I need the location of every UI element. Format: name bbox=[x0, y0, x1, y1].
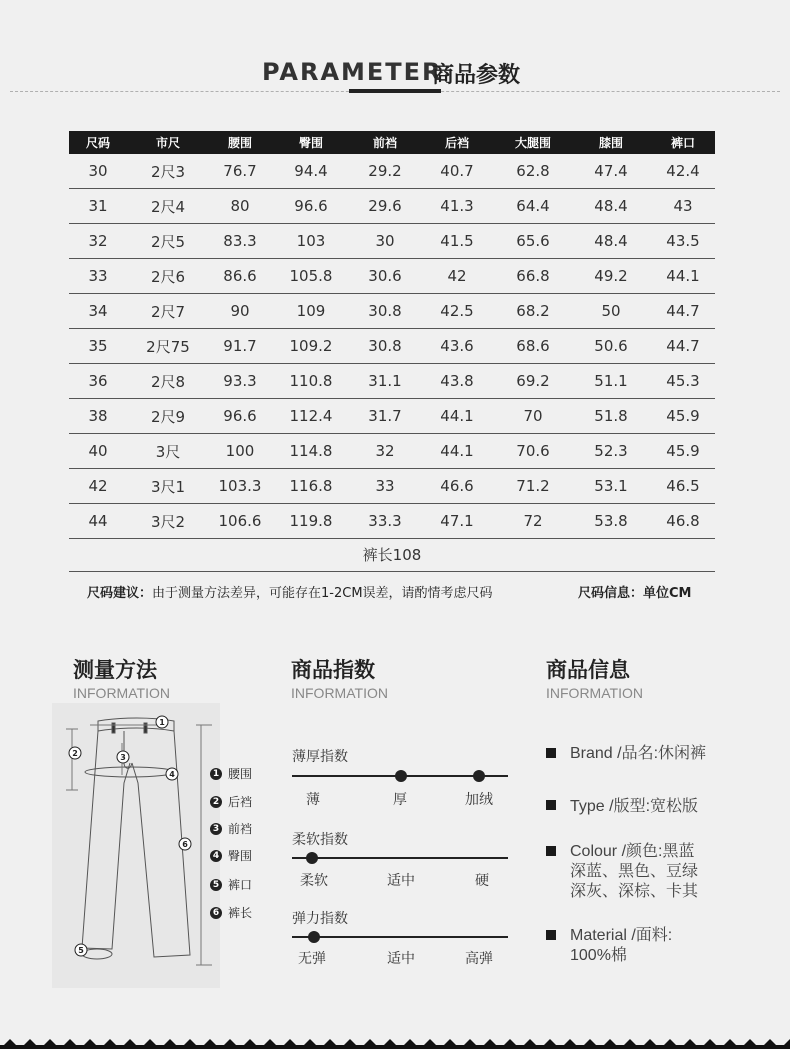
table-cell: 105.8 bbox=[289, 267, 333, 285]
marker-2: 2 bbox=[72, 749, 78, 758]
table-cell: 70 bbox=[523, 407, 543, 425]
size-table bbox=[69, 131, 715, 572]
table-cell: 68.6 bbox=[516, 337, 550, 355]
thickness-option: 加绒 bbox=[465, 792, 493, 808]
elasticity-option: 无弹 bbox=[298, 951, 326, 967]
thickness-dot bbox=[395, 770, 407, 782]
table-cell: 30.8 bbox=[368, 302, 402, 320]
table-cell: 2尺3 bbox=[150, 162, 186, 181]
legend-label: 后裆 bbox=[228, 795, 253, 809]
table-cell: 47.1 bbox=[440, 512, 474, 530]
size-note bbox=[87, 582, 493, 601]
table-cell: 44.1 bbox=[440, 407, 474, 425]
table-cell: 30 bbox=[88, 162, 108, 180]
table-cell: 109 bbox=[296, 302, 326, 320]
table-cell: 70.6 bbox=[516, 442, 550, 460]
table-cell: 45.3 bbox=[666, 372, 700, 390]
pants-outline bbox=[52, 703, 220, 988]
legend-number: 3 bbox=[210, 823, 222, 835]
table-row bbox=[69, 259, 715, 294]
table-cell: 45.9 bbox=[666, 442, 700, 460]
thickness-option: 厚 bbox=[393, 792, 407, 808]
table-cell: 40.7 bbox=[440, 162, 474, 180]
table-cell: 31.7 bbox=[368, 407, 402, 425]
column-header: 膝围 bbox=[598, 136, 623, 150]
legend-item bbox=[210, 765, 252, 782]
table-cell: 42 bbox=[88, 477, 108, 495]
header-title-en: PARAMETER bbox=[262, 58, 443, 86]
table-cell: 96.6 bbox=[223, 407, 257, 425]
table-row bbox=[69, 224, 715, 259]
table-cell: 2尺5 bbox=[150, 232, 186, 251]
info-material-line: 100%棉 bbox=[570, 947, 627, 964]
legend-item bbox=[210, 793, 252, 810]
legend-number: 2 bbox=[210, 796, 222, 808]
info-colour: Colour /颜色:黑蓝 bbox=[570, 843, 695, 860]
size-unit: 尺码信息：单位CM bbox=[578, 586, 692, 601]
table-row bbox=[69, 189, 715, 224]
table-cell: 3尺2 bbox=[150, 512, 186, 531]
table-cell: 3尺 bbox=[155, 442, 181, 461]
thickness-label: 薄厚指数 bbox=[292, 749, 348, 765]
bullet-square-icon bbox=[546, 846, 556, 856]
marker-1: 1 bbox=[159, 718, 165, 727]
elasticity-option: 高弹 bbox=[465, 951, 493, 967]
table-cell: 49.2 bbox=[594, 267, 628, 285]
table-cell: 50 bbox=[601, 302, 621, 320]
table-cell: 103.3 bbox=[218, 477, 262, 495]
table-cell: 29.6 bbox=[368, 197, 402, 215]
table-cell: 33 bbox=[375, 477, 395, 495]
softness-option: 柔软 bbox=[300, 873, 328, 889]
table-cell: 32 bbox=[375, 442, 395, 460]
table-cell: 34 bbox=[88, 302, 108, 320]
table-cell: 42.4 bbox=[666, 162, 700, 180]
table-cell: 42 bbox=[447, 267, 467, 285]
elasticity-dot bbox=[308, 931, 320, 943]
table-cell: 31.1 bbox=[368, 372, 402, 390]
zigzag-border bbox=[0, 1033, 790, 1049]
table-cell: 110.8 bbox=[289, 372, 333, 390]
elasticity-label: 弹力指数 bbox=[292, 911, 348, 927]
table-cell: 83.3 bbox=[223, 232, 257, 250]
table-cell: 46.6 bbox=[440, 477, 474, 495]
info-colour-line: 深蓝、黑色、豆绿 bbox=[570, 863, 699, 880]
table-cell: 71.2 bbox=[516, 477, 550, 495]
header-title-cn: 商品参数 bbox=[432, 63, 521, 88]
table-cell: 41.3 bbox=[440, 197, 474, 215]
column-header: 市尺 bbox=[155, 136, 180, 150]
table-cell: 91.7 bbox=[223, 337, 257, 355]
table-cell: 48.4 bbox=[594, 197, 628, 215]
table-cell: 96.6 bbox=[294, 197, 328, 215]
marker-5: 5 bbox=[78, 946, 84, 955]
table-cell: 2尺6 bbox=[150, 267, 186, 286]
column-header: 裤口 bbox=[670, 136, 695, 150]
table-cell: 80 bbox=[230, 197, 250, 215]
table-cell: 2尺9 bbox=[150, 407, 186, 426]
measure-subtitle: INFORMATION bbox=[73, 685, 170, 701]
index-subtitle: INFORMATION bbox=[291, 685, 388, 701]
legend-number: 6 bbox=[210, 907, 222, 919]
header-underline bbox=[349, 89, 441, 93]
table-cell: 45.9 bbox=[666, 407, 700, 425]
elasticity-track bbox=[292, 936, 508, 938]
table-cell: 53.8 bbox=[594, 512, 628, 530]
table-cell: 119.8 bbox=[289, 512, 333, 530]
index-title: 商品指数 bbox=[291, 658, 375, 682]
size-note-text: 由于测量方法差异，可能存在1-2CM误差，请酌情考虑尺码 bbox=[152, 586, 493, 601]
table-cell: 86.6 bbox=[223, 267, 257, 285]
table-cell: 44 bbox=[88, 512, 108, 530]
marker-6: 6 bbox=[182, 840, 188, 849]
info-colour-line: 深灰、深棕、卡其 bbox=[570, 883, 699, 900]
table-row bbox=[69, 504, 715, 539]
table-cell: 93.3 bbox=[223, 372, 257, 390]
table-cell: 76.7 bbox=[223, 162, 257, 180]
info-material: Material /面料: bbox=[570, 927, 673, 944]
table-cell: 47.4 bbox=[594, 162, 628, 180]
softness-option: 硬 bbox=[475, 873, 489, 889]
measure-title: 测量方法 bbox=[73, 658, 157, 682]
softness-label: 柔软指数 bbox=[292, 832, 348, 848]
table-cell: 103 bbox=[296, 232, 326, 250]
table-cell: 68.2 bbox=[516, 302, 550, 320]
thickness-option: 薄 bbox=[306, 792, 320, 808]
softness-dot bbox=[306, 852, 318, 864]
table-cell: 44.1 bbox=[666, 267, 700, 285]
table-cell: 2尺75 bbox=[146, 337, 190, 356]
table-cell: 64.4 bbox=[516, 197, 550, 215]
table-cell: 109.2 bbox=[289, 337, 333, 355]
legend-number: 1 bbox=[210, 768, 222, 780]
table-cell: 33.3 bbox=[368, 512, 402, 530]
legend-label: 裤口 bbox=[228, 878, 253, 892]
marker-3: 3 bbox=[120, 753, 126, 762]
legend-item bbox=[210, 876, 252, 893]
table-cell: 65.6 bbox=[516, 232, 550, 250]
table-cell: 114.8 bbox=[289, 442, 333, 460]
table-row bbox=[69, 469, 715, 504]
table-cell: 30.8 bbox=[368, 337, 402, 355]
table-cell: 66.8 bbox=[516, 267, 550, 285]
table-cell: 35 bbox=[88, 337, 108, 355]
table-cell: 51.1 bbox=[594, 372, 628, 390]
column-header: 前裆 bbox=[372, 136, 397, 150]
elasticity-option: 适中 bbox=[387, 951, 415, 967]
table-cell: 38 bbox=[88, 407, 108, 425]
table-cell: 31 bbox=[88, 197, 108, 215]
table-cell: 52.3 bbox=[594, 442, 628, 460]
column-header: 臀围 bbox=[298, 136, 323, 150]
legend-item bbox=[210, 847, 252, 864]
thickness-dot bbox=[473, 770, 485, 782]
table-row bbox=[69, 329, 715, 364]
table-cell: 43.8 bbox=[440, 372, 474, 390]
table-cell: 51.8 bbox=[594, 407, 628, 425]
legend-item bbox=[210, 904, 252, 921]
table-row bbox=[69, 364, 715, 399]
table-cell: 46.5 bbox=[666, 477, 700, 495]
table-cell: 46.8 bbox=[666, 512, 700, 530]
info-brand: Brand /品名:休闲裤 bbox=[570, 745, 707, 762]
table-body bbox=[69, 154, 715, 539]
table-footer: 裤长108 bbox=[69, 539, 715, 572]
table-cell: 50.6 bbox=[594, 337, 628, 355]
table-cell: 41.5 bbox=[440, 232, 474, 250]
softness-track bbox=[292, 857, 508, 859]
table-cell: 44.7 bbox=[666, 337, 700, 355]
legend-label: 腰围 bbox=[228, 767, 253, 781]
table-cell: 3尺1 bbox=[150, 477, 186, 496]
table-cell: 30 bbox=[375, 232, 395, 250]
table-cell: 112.4 bbox=[289, 407, 333, 425]
column-header: 后裆 bbox=[444, 136, 469, 150]
legend-item bbox=[210, 820, 252, 837]
table-cell: 62.8 bbox=[516, 162, 550, 180]
table-cell: 40 bbox=[88, 442, 108, 460]
info-subtitle: INFORMATION bbox=[546, 685, 643, 701]
column-header: 腰围 bbox=[227, 136, 252, 150]
table-header bbox=[69, 131, 715, 154]
table-cell: 44.7 bbox=[666, 302, 700, 320]
column-header: 尺码 bbox=[85, 136, 110, 150]
legend-label: 前裆 bbox=[228, 822, 253, 836]
table-cell: 90 bbox=[230, 302, 250, 320]
table-cell: 69.2 bbox=[516, 372, 550, 390]
table-cell: 44.1 bbox=[440, 442, 474, 460]
table-cell: 30.6 bbox=[368, 267, 402, 285]
info-title: 商品信息 bbox=[546, 658, 630, 682]
table-cell: 43.6 bbox=[440, 337, 474, 355]
table-cell: 116.8 bbox=[289, 477, 333, 495]
table-row bbox=[69, 154, 715, 189]
legend-label: 裤长 bbox=[228, 906, 253, 920]
table-cell: 29.2 bbox=[368, 162, 402, 180]
table-cell: 53.1 bbox=[594, 477, 628, 495]
legend-number: 5 bbox=[210, 879, 222, 891]
pants-diagram bbox=[52, 703, 220, 988]
table-row bbox=[69, 434, 715, 469]
info-type: Type /版型:宽松版 bbox=[570, 798, 699, 815]
table-cell: 2尺8 bbox=[150, 372, 186, 391]
table-cell: 2尺4 bbox=[150, 197, 186, 216]
table-cell: 43 bbox=[673, 197, 693, 215]
marker-4: 4 bbox=[169, 770, 175, 779]
table-cell: 100 bbox=[225, 442, 255, 460]
softness-option: 适中 bbox=[387, 873, 415, 889]
table-cell: 72 bbox=[523, 512, 543, 530]
bullet-square-icon bbox=[546, 748, 556, 758]
table-cell: 106.6 bbox=[218, 512, 262, 530]
bullet-square-icon bbox=[546, 930, 556, 940]
size-note-label: 尺码建议： bbox=[87, 586, 153, 601]
table-cell: 32 bbox=[88, 232, 108, 250]
column-header: 大腿围 bbox=[514, 136, 551, 150]
legend-label: 臀围 bbox=[228, 849, 253, 863]
bullet-square-icon bbox=[546, 800, 556, 810]
table-cell: 2尺7 bbox=[150, 302, 186, 321]
table-cell: 94.4 bbox=[294, 162, 328, 180]
table-cell: 33 bbox=[88, 267, 108, 285]
legend-number: 4 bbox=[210, 850, 222, 862]
table-row bbox=[69, 399, 715, 434]
table-cell: 43.5 bbox=[666, 232, 700, 250]
table-cell: 48.4 bbox=[594, 232, 628, 250]
table-row bbox=[69, 294, 715, 329]
table-cell: 42.5 bbox=[440, 302, 474, 320]
table-cell: 36 bbox=[88, 372, 108, 390]
